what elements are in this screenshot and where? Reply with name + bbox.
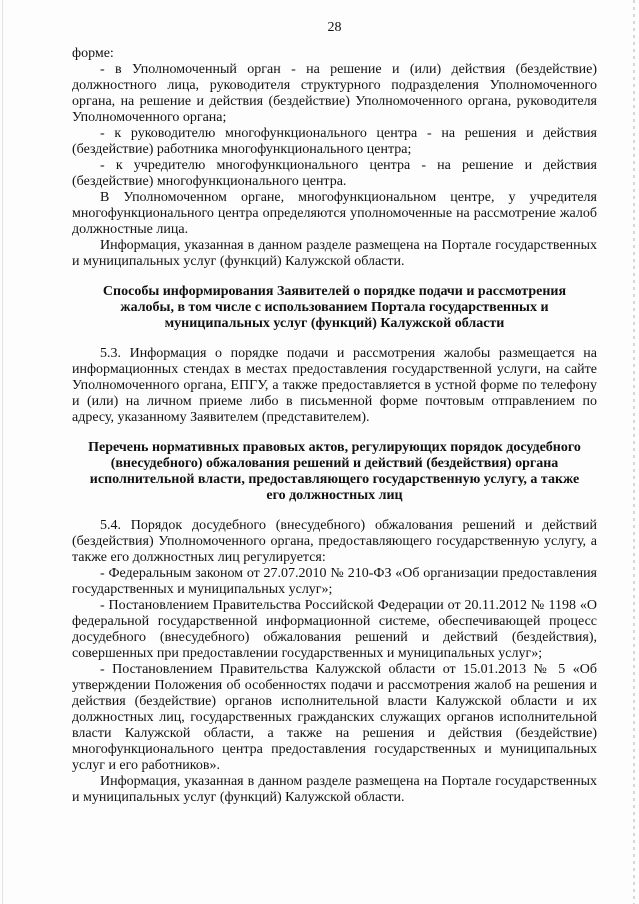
paragraph: - Постановлением Правительства Калужской области от 15.01.2013 № 5 «Об утверждении Положения об особенностях подачи и рассмотрения жалоб на решения и действия (бездействие) органов исполнительной власти Калужской области и их должностных лиц, государственных гражданских служащих органов исполнительной власти Калужской области, а также на решения и действия (бездействие) многофункционального центра предоставления государственных и муниципальных услуг и его работников». [72,662,597,773]
section-heading: Способы информирования Заявителей о порядке подачи и рассмотрения жалобы, в том числе с использованием Портала государственных и муниципальных услуг (функций) Калужской области [102,284,567,331]
paragraph: Информация, указанная в данном разделе размещена на Портале государственных и муниципальных услуг (функций) Калужской области. [72,774,597,805]
document-body [72,46,597,806]
paragraph: - Постановлением Правительства Российской Федерации от 20.11.2012 № 1198 «О федеральной государственной информационной системе, обеспечивающей процесс досудебного (внесудебного) обжалования решений и действий (бездействия), совершенных при предоставлении государственных и муниципальных услуг»; [72,598,597,661]
paragraph: Информация, указанная в данном разделе размещена на Портале государственных и муниципальных услуг (функций) Калужской области. [72,238,597,269]
paragraph: форме: [72,46,114,61]
scan-edge-right [633,0,635,904]
paragraph: В Уполномоченном органе, многофункциональном центре, у учредителя многофункционального центра определяются уполномоченные на рассмотрение жалоб должностные лица. [72,190,597,237]
section-heading: Перечень нормативных правовых актов, регулирующих порядок досудебного (внесудебного) обжалования решений и действий (бездействия) органа исполнительной власти, предоставляющего государственную услугу, а также его должностных лиц [88,440,581,503]
paragraph: - к руководителю многофункционального центра - на решения и действия (бездействие) работника многофункционального центра; [72,126,597,157]
paragraph: - в Уполномоченный орган - на решение и (или) действия (бездействие) должностного лица, руководителя структурного подразделения Уполномоченного органа, на решение и действия (бездействие) Уполномоченного органа, руководителя Уполномоченного органа; [72,62,597,125]
paragraph: - к учредителю многофункционального центра - на решение и действия (бездействие) многофункционального центра. [72,158,597,189]
paragraph: - Федеральным законом от 27.07.2010 № 210-ФЗ «Об организации предоставления государственных и муниципальных услуг»; [72,566,597,597]
paragraph-5-4: 5.4. Порядок досудебного (внесудебного) обжалования решений и действий (бездействия) Уполномоченного органа, предоставляющего государственную услугу, а также его должностных лиц регулируется: [72,518,597,565]
paragraph-5-3: 5.3. Информация о порядке подачи и рассмотрения жалобы размещается на информационных стендах в местах предоставления государственной услуги, на сайте Уполномоченного органа, ЕПГУ, а также предоставляется в устной форме по телефону и (или) на личном приеме либо в письменной форме почтовым отправлением по адресу, указанному Заявителем (представителем). [72,346,597,425]
page-number: 28 [327,20,342,35]
scan-edge-left [2,0,3,904]
